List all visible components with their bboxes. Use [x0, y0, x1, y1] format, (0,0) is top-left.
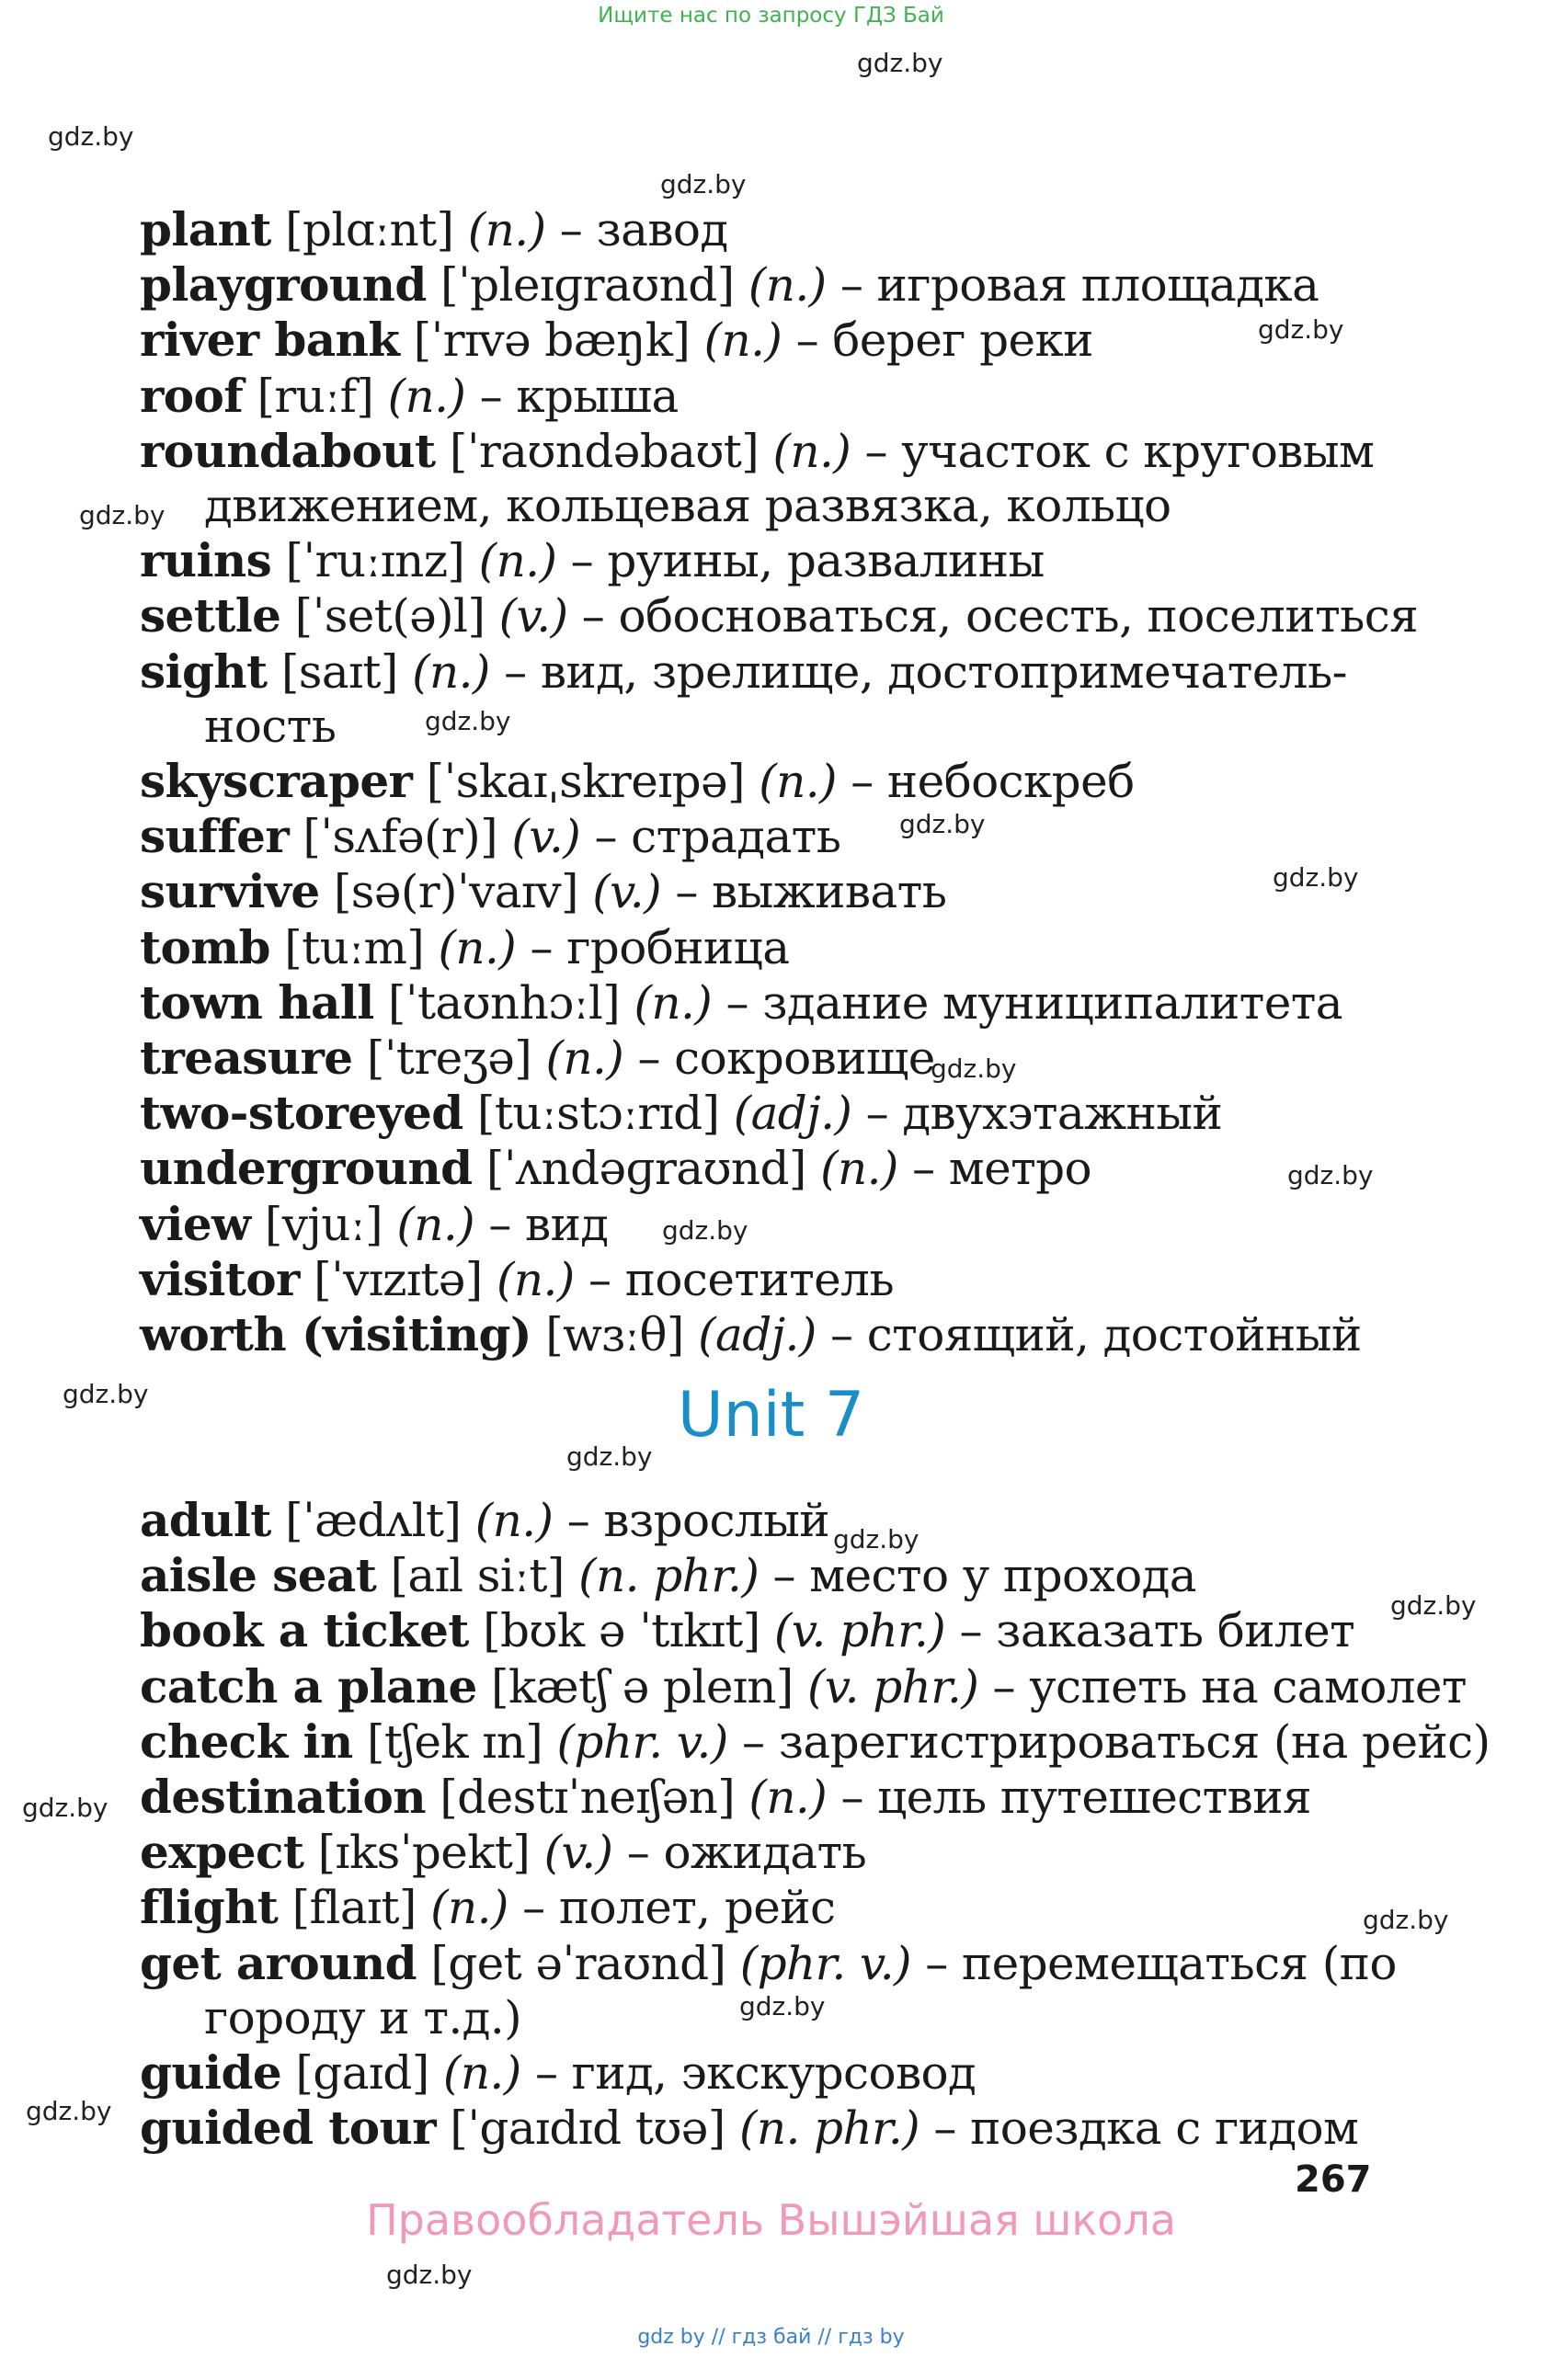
definition: – сокровище: [637, 1031, 935, 1086]
vocab-entry: [140, 1197, 1376, 1252]
unit-title: Unit 7: [677, 1379, 865, 1452]
headword: guide: [140, 2045, 282, 2101]
watermark: gdz.by: [931, 1053, 1017, 1084]
vocab-entry: [140, 809, 1376, 864]
definition: – обосноваться, осесть, поселиться: [581, 589, 1419, 643]
vocab-entry: [140, 644, 1376, 700]
definition: – поездка с гидом: [933, 2101, 1359, 2156]
headword: underground: [140, 1141, 473, 1196]
headword: book a ticket: [140, 1603, 469, 1658]
vocab-entry: [140, 1658, 1467, 1714]
headword: skyscraper: [140, 754, 413, 809]
headword: roundabout: [140, 423, 436, 478]
definition: – успеть на самолет: [992, 1659, 1467, 1714]
vocab-entry: [140, 1770, 1376, 1825]
part-of-speech: (n.): [478, 534, 557, 588]
footer-links[interactable]: gdz by // гдз бай // гдз by: [637, 2326, 905, 2349]
transcription: [ˈtreʒə]: [366, 1031, 532, 1086]
vocab-entry: [140, 1548, 1376, 1603]
watermark: gdz.by: [1363, 1905, 1449, 1935]
part-of-speech: (n.): [442, 2046, 521, 2101]
transcription: [ˈruːɪnz]: [285, 534, 465, 588]
entry-continuation: [140, 1991, 1376, 2045]
vocab-entry: [140, 1935, 1397, 1991]
vocab-entry: [140, 975, 1376, 1031]
vocab-entry: [140, 2045, 1376, 2101]
definition: – берег реки: [795, 313, 1093, 368]
transcription: [tuːstɔːrɪd]: [476, 1087, 720, 1141]
definition: – страдать: [594, 810, 841, 864]
watermark: gdz.by: [386, 2260, 473, 2290]
transcription: [destɪˈneɪʃən]: [440, 1771, 736, 1825]
definition: – зарегистрироваться (на рейс): [742, 1714, 1491, 1769]
definition: – метро: [912, 1142, 1092, 1196]
definition: – участок с круговым: [864, 424, 1375, 478]
watermark: gdz.by: [566, 1441, 653, 1472]
transcription: [ˈskaɪˌskreɪpə]: [426, 755, 745, 809]
transcription: [ˈtaʊnhɔːl]: [387, 975, 621, 1030]
definition: – игровая площадка: [840, 258, 1319, 313]
part-of-speech: (phr. v.): [556, 1714, 728, 1769]
transcription: [tʃek ɪn]: [366, 1714, 543, 1769]
part-of-speech: (n.): [412, 644, 490, 699]
transcription: [tuːm]: [284, 920, 425, 974]
vocab-entry: [140, 369, 1376, 424]
definition-continuation: ность: [204, 699, 337, 753]
definition: – руины, развалины: [570, 534, 1045, 588]
headword: suffer: [140, 809, 290, 864]
part-of-speech: (adj.): [698, 1308, 817, 1362]
transcription: [wɜːθ]: [545, 1308, 684, 1362]
part-of-speech: (n.): [748, 258, 827, 313]
watermark: gdz.by: [1287, 1160, 1374, 1190]
headword: survive: [140, 864, 320, 919]
transcription: [ˈraʊndəbaʊt]: [449, 424, 760, 478]
transcription: [ˈgaɪdɪd tʊə]: [450, 2101, 725, 2156]
vocab-entry: [140, 1307, 1376, 1362]
headword: guided tour: [140, 2101, 436, 2156]
headword: playground: [140, 257, 427, 313]
headword: adult: [140, 1493, 271, 1547]
vocab-entry: [140, 1493, 1376, 1548]
page-number: 267: [1295, 2158, 1372, 2201]
watermark: gdz.by: [26, 2096, 112, 2126]
headword: two-storeyed: [140, 1086, 463, 1141]
vocab-entry: [140, 313, 1376, 368]
watermark: gdz.by: [857, 48, 943, 78]
headword: catch a plane: [140, 1658, 477, 1714]
transcription: [sə(r)ˈvaɪv]: [333, 865, 578, 919]
headword: ruins: [140, 533, 272, 588]
headword: get around: [140, 1935, 417, 1990]
vocab-entry: [140, 257, 1376, 313]
part-of-speech: (n.): [772, 424, 851, 478]
part-of-speech: (n.): [474, 1494, 554, 1547]
watermark: gdz.by: [425, 706, 511, 736]
definition: – полет, рейс: [522, 1881, 836, 1935]
part-of-speech: (n.): [634, 975, 713, 1030]
headword: flight: [140, 1880, 279, 1935]
vocab-entry: [140, 202, 1376, 257]
transcription: [saɪt]: [280, 644, 398, 699]
part-of-speech: (v.): [592, 865, 662, 919]
definition-continuation: движением, кольцевая развязка, кольцо: [204, 479, 1171, 533]
watermark: gdz.by: [1258, 314, 1344, 345]
headword: visitor: [140, 1251, 300, 1306]
part-of-speech: (n.): [387, 369, 466, 423]
definition: – завод: [559, 203, 728, 256]
definition: – крыша: [479, 369, 679, 423]
transcription: [ˈsʌfə(r)]: [303, 810, 498, 864]
headword: river bank: [140, 313, 400, 368]
vocab-entry: [140, 1031, 1376, 1086]
watermark: gdz.by: [22, 1793, 109, 1823]
transcription: [vjuː]: [264, 1197, 383, 1251]
definition: – двухэтажный: [865, 1087, 1223, 1141]
definition: – место у прохода: [772, 1549, 1197, 1603]
transcription: [ɪksˈpekt]: [317, 1826, 531, 1880]
transcription: [ruːf]: [257, 369, 374, 423]
transcription: [kætʃ ə pleɪn]: [490, 1659, 794, 1714]
definition: – выживать: [675, 865, 947, 919]
headword: aisle seat: [140, 1548, 377, 1603]
transcription: [ˈʌndəɡraʊnd]: [485, 1142, 806, 1196]
vocab-entry: [140, 1086, 1376, 1141]
part-of-speech: (n.): [438, 920, 517, 974]
vocab-entry: [140, 920, 1376, 975]
headword: roof: [140, 368, 244, 423]
vocab-entry: [140, 864, 1376, 919]
vocab-entry: [140, 1880, 1376, 1935]
entry-continuation: [140, 479, 1376, 533]
part-of-speech: (n.): [703, 313, 782, 368]
part-of-speech: (v.): [498, 589, 568, 643]
part-of-speech: (n.): [396, 1197, 475, 1251]
part-of-speech: (n.): [759, 755, 837, 809]
definition: – вид, зрелище, достопримечатель-: [504, 644, 1347, 699]
watermark: gdz.by: [1390, 1590, 1477, 1621]
vocab-entry: [140, 1141, 1376, 1196]
vocab-entry: [140, 1603, 1376, 1658]
vocab-entry: [140, 1825, 1376, 1880]
definition: – гид, экскурсовод: [534, 2046, 977, 2101]
transcription: [ˈvɪzɪtə]: [314, 1252, 483, 1306]
watermark: gdz.by: [79, 500, 166, 530]
definition: – посетитель: [588, 1252, 894, 1306]
definition: – стоящий, достойный: [830, 1308, 1362, 1362]
part-of-speech: (n.): [545, 1031, 624, 1086]
watermark: gdz.by: [833, 1524, 919, 1554]
watermark: gdz.by: [1273, 862, 1359, 893]
vocab-entry: [140, 2101, 1376, 2156]
headword: worth (visiting): [140, 1307, 531, 1362]
transcription: [aɪl siːt]: [390, 1549, 565, 1603]
part-of-speech: (n. phr.): [738, 2101, 920, 2156]
transcription: [ˈset(ə)l]: [294, 589, 485, 643]
headword: sight: [140, 643, 268, 699]
definition: – гробница: [530, 920, 790, 974]
headword: tomb: [140, 919, 270, 974]
watermark: gdz.by: [63, 1379, 149, 1409]
vocab-entry: [140, 754, 1376, 809]
part-of-speech: (n.): [497, 1252, 575, 1306]
part-of-speech: (n.): [467, 203, 546, 256]
transcription: [get əˈraʊnd]: [430, 1936, 726, 1990]
part-of-speech: (phr. v.): [739, 1936, 911, 1990]
transcription: [gaɪd]: [295, 2046, 429, 2101]
vocab-entry: [140, 533, 1376, 588]
definition-continuation: городу и т.д.): [204, 1990, 522, 2044]
part-of-speech: (adj.): [733, 1087, 852, 1141]
transcription: [ˈpleɪɡraʊnd]: [440, 258, 735, 313]
definition: – взрослый: [566, 1494, 830, 1547]
transcription: [bʊk ə ˈtɪkɪt]: [483, 1604, 760, 1658]
transcription: [ˈædʌlt]: [285, 1494, 462, 1547]
headword: destination: [140, 1770, 426, 1825]
part-of-speech: (n.): [820, 1142, 898, 1196]
part-of-speech: (n.): [748, 1771, 828, 1825]
part-of-speech: (v. phr.): [807, 1659, 979, 1714]
headword: expect: [140, 1825, 304, 1880]
watermark: gdz.by: [739, 1991, 826, 2021]
part-of-speech: (n.): [430, 1881, 508, 1935]
transcription: [flaɪt]: [291, 1881, 417, 1935]
top-banner[interactable]: Ищите нас по запросу ГДЗ Бай: [598, 4, 944, 28]
definition: – цель путешествия: [840, 1771, 1311, 1825]
watermark: gdz.by: [660, 169, 747, 199]
watermark: gdz.by: [899, 809, 986, 839]
vocab-entry: [140, 1714, 1491, 1770]
headword: view: [140, 1196, 251, 1251]
definition: – небоскреб: [851, 755, 1135, 809]
headword: settle: [140, 588, 281, 643]
vocab-entry: [140, 424, 1376, 479]
headword: town hall: [140, 974, 374, 1030]
watermark: gdz.by: [662, 1215, 748, 1246]
definition: – вид: [488, 1197, 609, 1251]
definition: – здание муниципалитета: [725, 975, 1342, 1030]
transcription: [ˈrɪvə bæŋk]: [413, 313, 691, 368]
part-of-speech: (v.): [511, 810, 581, 864]
watermark: gdz.by: [48, 121, 134, 152]
transcription: [plɑːnt]: [285, 203, 454, 256]
part-of-speech: (v. phr.): [773, 1604, 946, 1658]
part-of-speech: (n. phr.): [578, 1549, 760, 1603]
headword: treasure: [140, 1031, 353, 1086]
vocab-entry: [140, 588, 1419, 643]
vocabulary-list-1: [140, 202, 1419, 1362]
definition: – перемещаться (по: [925, 1936, 1397, 1990]
headword: plant: [140, 202, 271, 256]
part-of-speech: (v.): [543, 1826, 613, 1880]
definition: – заказать билет: [959, 1604, 1355, 1658]
definition: – ожидать: [626, 1826, 867, 1880]
copyright-notice: Правообладатель Вышэйшая школа: [366, 2195, 1176, 2245]
vocab-entry: [140, 1252, 1376, 1307]
entry-continuation: [140, 700, 1376, 754]
headword: check in: [140, 1714, 353, 1769]
